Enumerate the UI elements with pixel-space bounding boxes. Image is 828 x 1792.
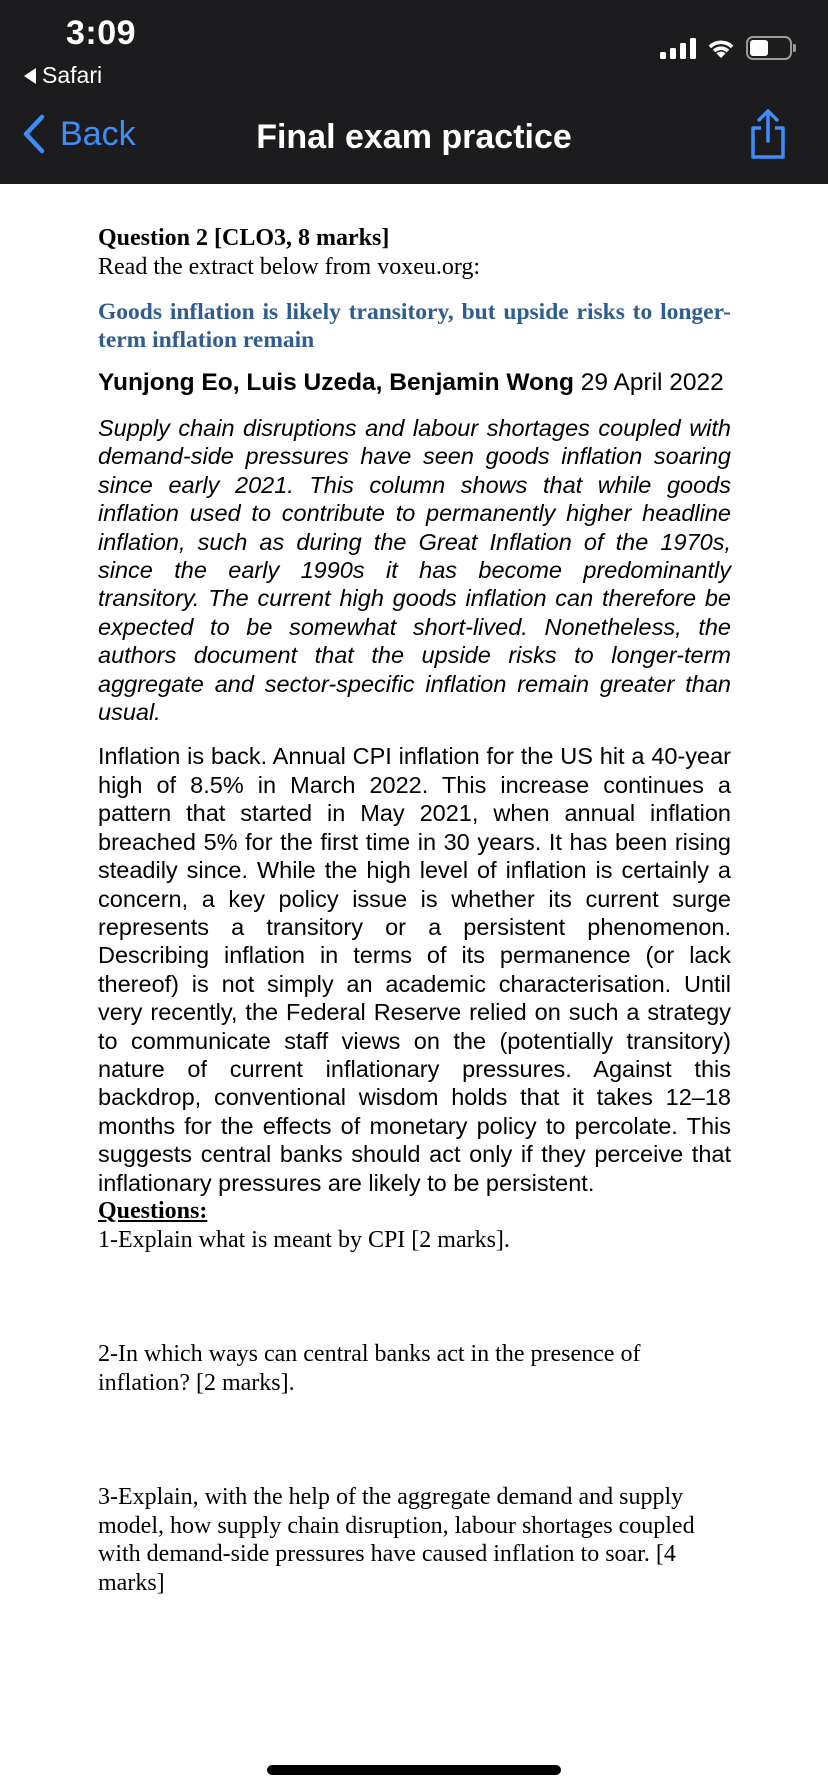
cellular-signal-icon: [660, 37, 696, 59]
back-to-app-link[interactable]: [24, 62, 102, 89]
article-headline: Goods inflation is likely transitory, but upside risks to longer-term inflation remain: [98, 299, 731, 353]
document-page: [98, 224, 731, 1597]
questions-heading: Questions:: [98, 1197, 208, 1224]
back-triangle-icon: [24, 68, 36, 84]
home-indicator[interactable]: [267, 1765, 561, 1775]
top-chrome: [0, 0, 828, 184]
article-abstract: Supply chain disruptions and labour shortages coupled with demand-side pressures have seen goods inflation soaring since early 2021. This column shows that while goods inflation used to contribute to permanently higher headline inflation, such as during the Great Inflation of the 1970s, since the early 1990s it has become predominantly transitory. The current high goods inflation can therefore be expected to be somewhat short-lived. Nonetheless, the authors document that the upside risks to longer-term aggregate and sector-specific inflation remain greater than usual.: [98, 415, 731, 726]
wifi-icon: [706, 37, 736, 59]
question-item-3: 3-Explain, with the help of the aggregate demand and supply model, how supply chain disruption, labour shortages coupled with demand-side pressures have caused inflation to soar. [4 marks]: [98, 1484, 695, 1596]
back-button-label: Back: [60, 114, 136, 153]
battery-icon: [746, 36, 792, 60]
status-time: 3:09: [66, 14, 137, 52]
share-icon: [748, 108, 788, 160]
back-to-app-label: Safari: [42, 62, 103, 88]
share-button[interactable]: [748, 108, 788, 165]
page-title: Final exam practice: [256, 118, 572, 156]
article-authors: Yunjong Eo, Luis Uzeda, Benjamin Wong: [98, 369, 574, 396]
question-intro: Read the extract below from voxeu.org:: [98, 254, 481, 280]
question-title: Question 2 [CLO3, 8 marks]: [98, 225, 390, 251]
article-date: 29 April 2022: [580, 369, 724, 396]
question-item-1: 1-Explain what is meant by CPI [2 marks].: [98, 1226, 510, 1253]
article-byline: [98, 368, 731, 398]
status-icons: [660, 36, 792, 60]
question-item-2: 2-In which ways can central banks act in the presence of inflation? [2 marks].: [98, 1341, 641, 1396]
article-body: Inflation is back. Annual CPI inflation for the US hit a 40-year high of 8.5% in March 2022. This increase continues a pattern that started in May 2021, when annual inflation breached 5% for the first time in 30 years. It has been rising steadily since. While the high level of inflation is certainly a concern, a key policy issue is whether its current surge represents a transitory or a persistent phenomenon. Describing inflation in terms of its permanence (or lack thereof) is not simply an academic characterisation. Until very recently, the Federal Reserve relied on such a strategy to communicate staff views on the (potentially transitory) nature of current inflationary pressures. Against this backdrop, conventional wisdom holds that it takes 12–18 months for the effects of monetary policy to percolate. This suggests central banks should act only if they perceive that inflationary pressures are likely to be persistent.: [98, 743, 731, 1196]
